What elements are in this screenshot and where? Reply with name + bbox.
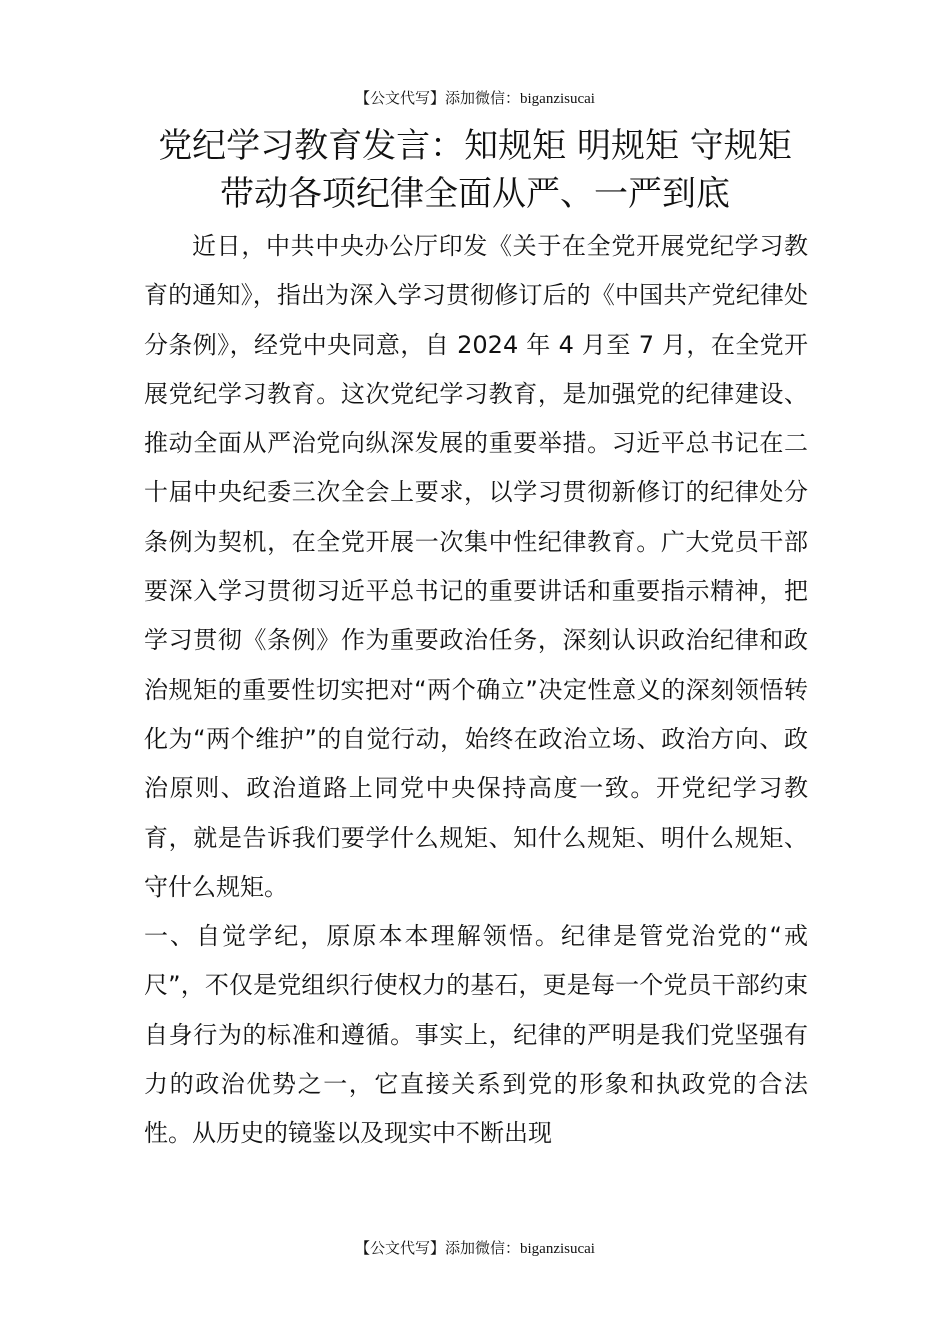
- body-paragraph-intro: 近日，中共中央办公厅印发《关于在全党开展党纪学习教育的通知》，指出为深入学习贯彻修订后的《中国共产党纪律处分条例》，经党中央同意，自 2024 年 4 月至 7 月，在全党开展党纪学习教育。这次党纪学习教育，是加强党的纪律建设、推动全面从严治党向纵深发展的重要举措。习近平总书记在二十届中央纪委三次全会上要求，以学习贯彻新修订的纪律处分条例为契机，在全党开展一次集中性纪律教育。广大党员干部要深入学习贯彻习近平总书记的重要讲话和重要指示精神，把学习贯彻《条例》作为重要政治任务，深刻认识政治纪律和政治规矩的重要性切实把对“两个确立”决定性意义的深刻领悟转化为“两个维护”的自觉行动，始终在政治立场、政治方向、政治原则、政治道路上同党中央保持高度一致。开党纪学习教育，就是告诉我们要学什么规矩、知什么规矩、明什么规矩、守什么规矩。: [144, 232, 808, 901]
- body-paragraph-section-1: 一、自觉学纪，原原本本理解领悟。纪律是管党治党的“戒尺”，不仅是党组织行使权力的基石，更是每一个党员干部约束自身行为的标准和遵循。事实上，纪律的严明是我们党坚强有力的政治优势之一，它直接关系到党的形象和执政党的合法性。从历史的镜鉴以及现实中不断出现: [144, 922, 808, 1148]
- document-body: [144, 222, 808, 1159]
- running-header: 【公文代写】添加微信：biganzisucai: [355, 91, 595, 107]
- running-footer: 【公文代写】添加微信：biganzisucai: [355, 1241, 595, 1257]
- document-title: [0, 122, 950, 218]
- title-line-1: 党纪学习教育发言：知规矩 明规矩 守规矩: [158, 126, 792, 166]
- title-line-2: 带动各项纪律全面从严、一严到底: [220, 174, 730, 214]
